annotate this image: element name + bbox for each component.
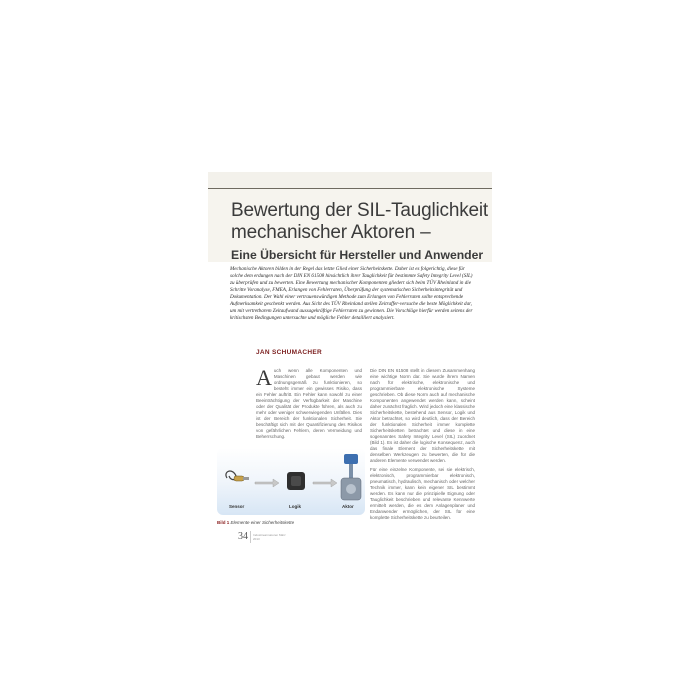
actuator-label: Aktor xyxy=(342,504,354,509)
arrow-right-icon xyxy=(313,479,337,487)
body-column-left xyxy=(256,365,362,440)
footer-divider xyxy=(250,531,251,543)
left-column-text: uch wenn alle Komponenten und Maschinen gebaut werden wie ordnungsgemäß zu funktionieren, so besteht immer ein gewisses Risiko, dass ein Fehler auftritt. Ein Fehler kann sowohl zu einer Beeinträchtigung der Verfügbarkeit der Maschine oder der Qualität der Produkte führen, als auch zu mehr oder weniger schwerwiegenden Unfällen. Dies ist der Bereich der funktionalen Sicherheit. Sie beschäftigt sich mit der Quantifizierung des Risikos von gefährlichen Fehlern, deren Vermeidung und Beherrschung. xyxy=(256,368,362,439)
sensor-tip-icon xyxy=(243,477,249,480)
right-paragraph-2: Für eine einzelne Komponente, sei sie elektrisch, elektronisch, programmierbar elektronisch, pneumatisch, hydraulisch, mechanisch oder welcher Technik immer, kann kein eigener SIL bestimmt werden. Es kann nur die prinzipielle Eignung oder Tauglichkeit beschrieben und relevante Kennwerte ermittelt werden, die es dem Anlagenplaner und Endanwender ermöglichen, der SIL für eine komplette Sicherheitskette zu beurteilen. xyxy=(370,467,475,520)
body-column-right xyxy=(370,368,475,524)
header-band xyxy=(208,172,492,188)
valve-flange-icon xyxy=(346,484,356,494)
sensor-icon xyxy=(234,476,244,481)
author-name: JAN SCHUMACHER xyxy=(256,349,322,356)
actuator-stem-icon xyxy=(349,464,353,478)
figure-caption-text: Elemente einer Sicherheitskette xyxy=(230,520,295,525)
page-number: 34 xyxy=(238,531,248,542)
logic-chip-icon xyxy=(291,476,301,486)
article-subtitle: Eine Übersicht für Hersteller und Anwender xyxy=(231,248,484,262)
drop-cap: A xyxy=(256,365,272,390)
right-paragraph-1: Die DIN EN 61508 stellt in diesem Zusammenhang eine wichtige Norm dar. Sie wurde ihrem Namen nach für elektrische, elektronische und programmierbare elektronische Systeme geschrieben. Ob diese Norm auch auf mechanische Komponenten angewendet werden kann, scheint daher zunächst fraglich. Wird jedoch eine klassische Sicherheitskette, bestehend aus Sensor, Logik und Aktor betrachtet, so wird deutlich, dass der Bereich der funktionalen Sicherheit immer komplette Sicherheitsketten betrachtet und diese in eine sogenanntes Safety Integrity Level (SIL) zuordnet (Bild 1). Es ist daher die logische Konsequenz, auch das finale Element der Sicherheitskette mit denselben Werkzeugen zu bewerten, die für die anderen Elemente verwendet werden. xyxy=(370,368,475,463)
footer-publication: Industriearmaturen März 2013 xyxy=(253,533,286,541)
article-intro: Mechanische Aktoren bilden in der Regel das letzte Glied einer Sicherheitskette. Daher ist es folgerichtig, diese für solche dem erdungen nach der DIN EN 61508 hinsichtlich ihrer Tauglichkeit für bestimmte Safety Integrity Level (SIL) zu überprüfen und zu bewerten. Eine Bewertung mechanischer Komponenten gliedert sich beim TÜV Rheinland in die Schritte Voranalyse, FMEA, Erlangen von Fehlerraten, Überprüfung der systematischen Sicherheitsintegrität und Dokumentation. Der Wahl einer vertrauenswürdigen Methode zum Erlangen von Fehlerraten sollte entsprechende Aufmerksamkeit geschenkt werden. Aus Sicht des TÜV Rheinland stellen Zeitraffer-versuche die beste Möglichkeit dar, um mit vertretbarem Zeitaufwand aussagekräftige Fehlerraten zu gewinnen. Die Vorschläge hierfür werden seitens der kritischsten Bedingungen untersuchte und mögliche Fehler detailliert analysiert. xyxy=(230,266,473,321)
figure-caption xyxy=(217,520,294,525)
safety-chain-figure xyxy=(217,448,365,515)
logic-label: Logik xyxy=(289,504,301,509)
sensor-label: Sensor xyxy=(229,504,245,509)
article-title: Bewertung der SIL-Tauglichkeit mechanischer Aktoren – xyxy=(231,200,488,243)
actuator-head-icon xyxy=(344,454,358,464)
arrow-right-icon xyxy=(255,479,279,487)
figure-number: Bild 1 xyxy=(217,520,230,525)
